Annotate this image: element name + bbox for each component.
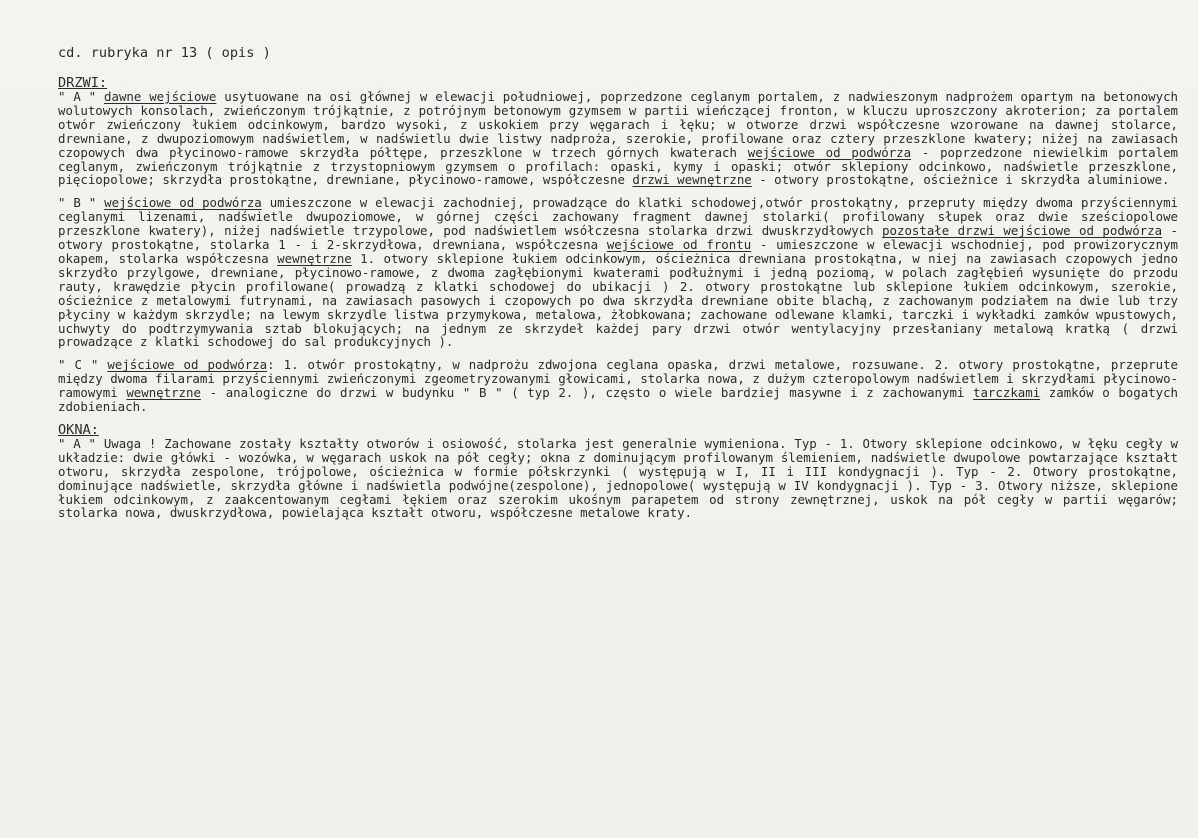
description-paragraph <box>58 358 1178 414</box>
description-paragraph <box>58 196 1178 349</box>
underlined-term: wejściowe od podwórza <box>104 195 262 211</box>
text-run: : 1. otwór prostokątny, w nadprożu zdwojona ceglana opaska, drzwi metalowe, rozsuwane. 2. otwory prostokątne, przeprute między dwoma filarami przyściennymi zwieńczonymi zgeometryzowanymi głowicami, stolarka nowa, z dużym czteropolowym nadświetlem i skrzydłami płycinowo-ramowymi <box>58 357 1179 401</box>
underlined-term: drzwi wewnętrzne <box>632 172 752 188</box>
description-paragraph <box>58 90 1178 187</box>
document-body <box>58 76 1178 520</box>
underlined-term: pozostałe drzwi wejściowe od podwórza <box>882 223 1163 239</box>
underlined-term: wejściowe od podwórza <box>747 144 912 160</box>
underlined-term: tarczkami <box>973 385 1041 401</box>
section-heading: OKNA: <box>58 421 99 438</box>
description-paragraph <box>58 437 1178 520</box>
underlined-term: wewnętrzne <box>126 385 201 401</box>
text-run: - otwory prostokątne, ościeżnice i skrzydła aluminiowe. <box>751 172 1170 188</box>
text-run: " A " Uwaga ! Zachowane zostały kształty otworów i osiowość, stolarka jest generalnie wymieniona. Typ - 1. Otwory sklepione odcinkowo, w łęku cegły w układzie: dwie główki - wozówka, w węgarach uskok na pół cegły; okna z dominującym profilowanym ślemieniem, nadświetle dwupolowe powtarzające kształt otworu, skrzydła zespolone, trójpolowe, ościeżnica w formie półskrzynki ( występują w I, II i III kondygnacji ). Typ - 2. Otwory prostokątne, dominujące nadświetle, skrzydła główne i nadświetla podwójne(zespolone), jednopolowe( występują w IV kondygnacji ). Typ - 3. Otwory niższe, sklepione łukiem odcinkowym, z zaakcentowanym cegłami łękiem oraz szerokim ukośnym parapetem od strony zewnętrznej, uskok na pół cegły w partii węgarów; stolarka nowa, dwuskrzydłowa, powielająca kształt otworu, współczesne metalowe kraty. <box>58 435 1178 521</box>
text-run: umieszczone w elewacji zachodniej, prowadzące do klatki schodowej,otwór prostokątny, przepruty między dwoma przyściennymi ceglanymi lizenami, nadświetle dwupoziomowe, w górnej części zachowany fragment dawnej stolarki( profilowany słupek oraz dwie sześciopolowe przeszklone kwatery), niżej nadświetle trzypolowe, pod nadświetlem wsółczesna stolarka drzwi dwuskrzydłowych <box>58 195 1178 239</box>
underlined-term: wewnętrzne <box>277 250 352 266</box>
text-run: - umieszczone w elewacji wschodniej, pod prowizorycznym okapem, stolarka współczesna <box>58 237 1179 266</box>
text-run: " A " <box>58 89 105 104</box>
text-run: " C " <box>58 357 108 373</box>
underlined-term: wejściowe od frontu <box>606 237 752 253</box>
text-run: zamków o bogatych zdobieniach. <box>58 385 1178 415</box>
underlined-term: dawne wejściowe <box>104 89 217 104</box>
text-run: " B " <box>58 195 105 211</box>
document-header: cd. rubryka nr 13 ( opis ) <box>58 45 271 61</box>
section-heading: DRZWI: <box>58 75 108 91</box>
underlined-term: wejściowe od podwórza <box>107 357 268 373</box>
text-run: - otwory prostokątne, stolarka 1 - i 2-skrzydłowa, drewniana, współczesna <box>58 223 1178 253</box>
text-run: - analogiczne do drzwi w budynku " B " ( typ 2. ), często o wiele bardziej masywne i z zachowanymi <box>200 385 974 401</box>
text-run: 1. otwory sklepione łukiem odcinkowym, ościeżnica drewniana prostokątna, w niej na zawiasach czopowych jedno skrzydło przylgowe, drewniane, płycinowo-ramowe, z dwoma zagłębionymi kwaterami podłużnymi i jedną poziomą, w polach zagłębień wysunięte do przodu rauty, krawędzie płycin profilowane( prowadzą z klatki schodowej do ubikacji ) 2. otwory prostokątne lub sklepione łukiem odcinkowym, szerokie, ościeżnice z metalowymi futrynami, na zawiasach pasowych i czopowych po dwa skrzydła drewniane obite blachą, z zachowanym podziałem na dwie lub trzy płyciny w każdym skrzydle; na lewym skrzydle listwa przymykowa, metalowa, żłobkowana; zachowane odlewane klamki, tarczki i wykładki zamków wpustowych, uchwyty do podtrzymywania sztab blokujących; na jednym ze skrzydeł każdej pary drzwi otwór wentylacyjny przesłaniany metalową kratką ( drzwi prowadzące z klatki schodowej do sal produkcyjnych ). <box>58 250 1178 350</box>
text-run: - poprzedzone niewielkim portalem ceglanym, zwieńczonym trójkątnie z trzystopniowym gzymsem o profilach: opaski, kymy i opaski; otwór sklepiony odcinkowo, nadświetle przeszklone, pięciopolowe; skrzydła prostokątne, drewniane, płycinowo-ramowe, współczesne <box>58 144 1178 188</box>
text-run: usytuowane na osi głównej w elewacji południowej, poprzedzone ceglanym portalem, z nadwieszonym nadprożem opartym na betonowych wolutowych konsolach, zwieńczonym trójkątnie, z potrójnym betonowym gzymsem w partii wieńczącej fronton, w kluczu uproszczony akroterion; za portalem otwór zwieńczony łukiem odcinkowym, bardzo wysoki, z uskokiem przy węgarach i łęku; w otworze drzwi współczesne wzorowane na dawnej stolarce, drewniane, z dwupoziomowym nadświetlem, w nadświetlu dwie listwy nadproża, szerokie, profilowane oraz cztery przeszklone kwatery; niżej na zawiasach czopowych dwa płycinowo-ramowe skrzydła półtępe, przeszklone w trzech górnych kwaterach <box>58 89 1178 160</box>
